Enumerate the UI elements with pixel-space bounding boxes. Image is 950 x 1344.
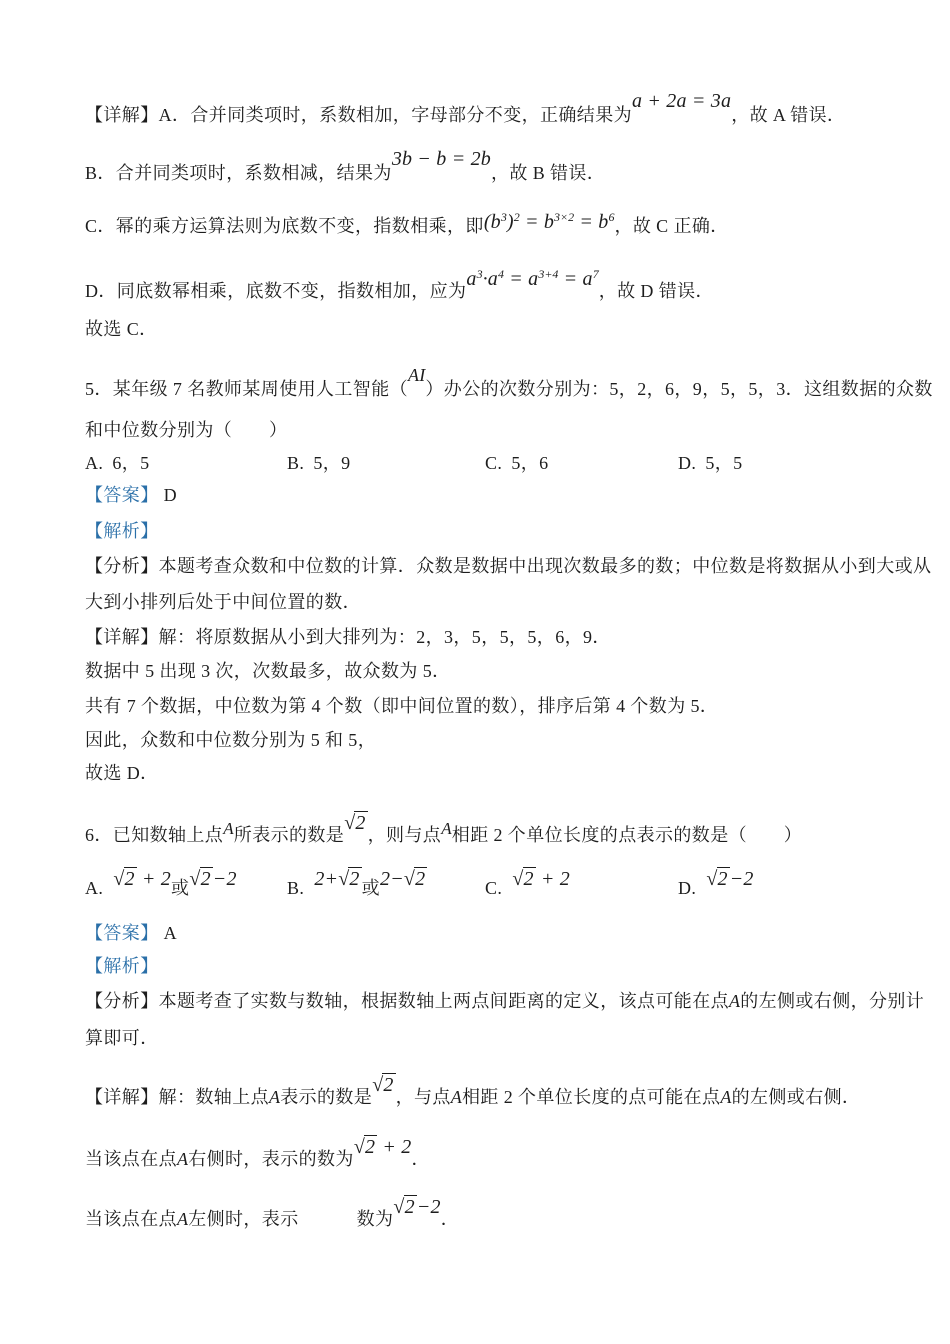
option-formula [314,868,427,898]
text-run: 相距 2 个单位长度的点表示的数是（ ） [451,825,803,845]
option-label: C. [485,453,503,473]
math-formula: A [729,991,741,1011]
math-formula: AI [408,365,426,385]
math-formula: √2 + 2 [353,1136,412,1158]
q5-option-c [485,449,549,475]
q6-analysis-line1 [85,988,924,1014]
radicand: 2 [717,868,728,890]
text-run: 或 [171,878,190,898]
math-formula: 2−√2 [380,868,426,890]
q5-option-b [287,449,351,475]
q5-detail-line3: 共有 7 个数据，中位数为第 4 个数（即中间位置的数），排序后第 4 个数为 5． [85,696,719,716]
q6-analysis-line2: 算即可． [85,1028,159,1048]
answer-label: 【答案】 [85,485,159,505]
answer-value: D [163,485,178,505]
math-formula: A [720,1087,732,1107]
math-formula: A [177,1149,189,1169]
option-label: B. [287,453,305,473]
q5-detail-line2: 数据中 5 出现 3 次，次数最多，故众数为 5． [85,661,451,681]
math-formula: 2+√2 [314,868,360,890]
math-formula [344,810,367,836]
q5-detail-line4: 因此，众数和中位数分别为 5 和 5， [85,730,377,750]
math-formula: √2 + 2 [113,868,171,890]
radical-sign: √ [353,1136,365,1158]
math-formula: $a^3\cdot a^4 = a^{3+4} = a^7$ [466,267,599,290]
text-run: ． [411,1149,430,1169]
q5-stem-line1 [85,362,933,402]
math-formula: √2 + 2 [512,868,570,890]
option-text: 5，6 [511,453,549,473]
math-formula: A [223,819,234,838]
text-run: 右侧时，表示的数为 [188,1149,354,1169]
analysis-label: 【解析】 [85,521,159,541]
math-formula: √2 −2 [706,868,754,890]
text-run: 当该点在点 [85,1149,177,1169]
option-label: C. [485,878,503,898]
superscript: 3 [476,267,483,281]
q6-detail-line1 [85,1072,860,1110]
superscript: 7 [592,267,599,281]
radicand: 2 [355,812,366,834]
q5-options-row [0,449,950,479]
radical-sign: √ [403,868,416,890]
option-text: 5，9 [313,453,351,473]
detail-line-d [85,261,714,304]
text-run: 【详解】解：数轴上点 [85,1087,269,1107]
text-run: 【分析】本题考查了实数与数轴，根据数轴上两点间距离的定义，该点可能在点 [85,991,729,1011]
q5-option-d [678,449,743,475]
radical-sign: √ [189,868,201,890]
text-run: ，故 B 错误． [491,163,606,183]
radicand: 2 [349,868,360,890]
radical-sign: √ [512,868,524,890]
text-run: ，则与点 [367,825,442,845]
q6-option-d [678,868,754,899]
text-run: D．同底数幂相乘，底数不变，指数相加，应为 [85,281,467,301]
math-formula: a + 2a = 3a [632,90,732,112]
detail-line-c [85,204,729,239]
q6-option-a [85,868,237,900]
radical-sign: √ [344,812,356,834]
superscript: 3×2 [554,210,575,224]
math-formula: A [441,819,452,838]
q6-answer-line [85,920,177,946]
math-formula: $(b^3)^2 = b^{3\times 2} = b^6$ [483,210,615,233]
q6-options-row [0,868,950,898]
q5-analysis-line1: 【分析】本题考查众数和中位数的计算．众数是数据中出现次数最多的数；中位数是将数据从小到大或从 [85,556,932,576]
math-formula [372,1072,395,1098]
radical-sign: √ [393,1196,405,1218]
math-formula: √2 −2 [189,868,237,890]
math-formula: √2 −2 [393,1196,441,1218]
answer-label: 【答案】 [85,923,159,943]
analysis-label: 【解析】 [85,956,159,976]
radical-sign: √ [113,868,125,890]
superscript: 3+4 [538,267,559,281]
text-run: 当该点在点 [85,1209,177,1229]
radicand: 2 [404,1196,415,1218]
text-run: 5．某年级 7 名教师某周使用人工智能（ [85,379,408,399]
radicand: 2 [200,868,211,890]
text-run: 的左侧或右侧，分别计 [740,991,925,1011]
text-run: 6．已知数轴上点 [85,825,224,845]
detail-line-a [85,88,845,128]
option-label: D. [678,878,697,898]
text-run: ． [440,1209,460,1229]
text-run: B．合并同类项时，系数相减，结果为 [85,163,392,183]
option-formula [113,868,237,898]
option-label: D. [678,453,697,473]
q5-answer-line [85,482,177,508]
option-text: 6，5 [112,453,150,473]
text-run: ，故 D 错误． [598,281,714,301]
radical-sign: √ [338,868,350,890]
text-run: 的左侧或右侧． [731,1087,861,1107]
q6-option-c [485,868,570,899]
text-run: 或 [361,878,381,898]
detail-line-b [85,146,605,186]
text-run: ，故 A 错误． [731,105,846,125]
detail-conclusion: 故选 C． [85,319,158,339]
math-formula: A [450,1087,462,1107]
text-run: 【详解】A．合并同类项时，系数相加，字母部分不变，正确结果为 [85,105,632,125]
radicand: 2 [124,868,135,890]
answer-value: A [163,923,178,943]
radicand: 2 [523,868,534,890]
text-run: 左侧时，表示 [188,1209,299,1229]
radicand: 2 [415,868,426,890]
math-formula: A [177,1209,189,1229]
math-formula: A [269,1087,281,1107]
superscript: 6 [608,210,615,224]
text-run: C．幂的乘方运算法则为底数不变，指数相乘，即 [85,216,484,236]
q5-analysis-label [85,518,159,544]
text-run: 相距 2 个单位长度的点可能在点 [462,1087,721,1107]
text-run: 数为 [356,1209,394,1229]
superscript: 4 [498,267,505,281]
option-label: B. [287,878,305,898]
q6-option-b [287,868,427,900]
radical-sign: √ [706,868,718,890]
text-run: ，故 C 正确． [614,216,729,236]
superscript: 3 [500,210,507,224]
q5-conclusion: 故选 D． [85,763,159,783]
radicand: 2 [383,1074,394,1096]
text-run: ，与点 [395,1087,451,1107]
text-run: 所表示的数是 [233,825,345,845]
q6-analysis-label [85,953,159,979]
q5-detail-line1: 【详解】解：将原数据从小到大排列为：2，3，5，5，5，6，9． [85,627,611,647]
q6-stem [85,810,802,848]
option-text: 5，5 [705,453,743,473]
q5-stem-line2: 和中位数分别为（ ） [85,420,288,440]
math-formula: 3b − b = 2b [391,148,492,170]
text-run: 表示的数是 [280,1087,373,1107]
superscript: 2 [513,210,520,224]
radical-sign: √ [372,1074,384,1096]
q5-option-a [85,449,150,475]
q6-detail-line2 [85,1134,430,1172]
radicand: 2 [365,1136,376,1158]
option-formula [512,868,570,898]
option-label: A. [85,453,104,473]
q5-analysis-line2: 大到小排列后处于中间位置的数． [85,592,361,612]
text-run: ）办公的次数分别为：5，2，6，9，5，5，3．这组数据的众数 [425,379,933,399]
option-formula [706,868,754,898]
q6-detail-line3 [85,1194,459,1232]
option-label: A. [85,878,104,898]
